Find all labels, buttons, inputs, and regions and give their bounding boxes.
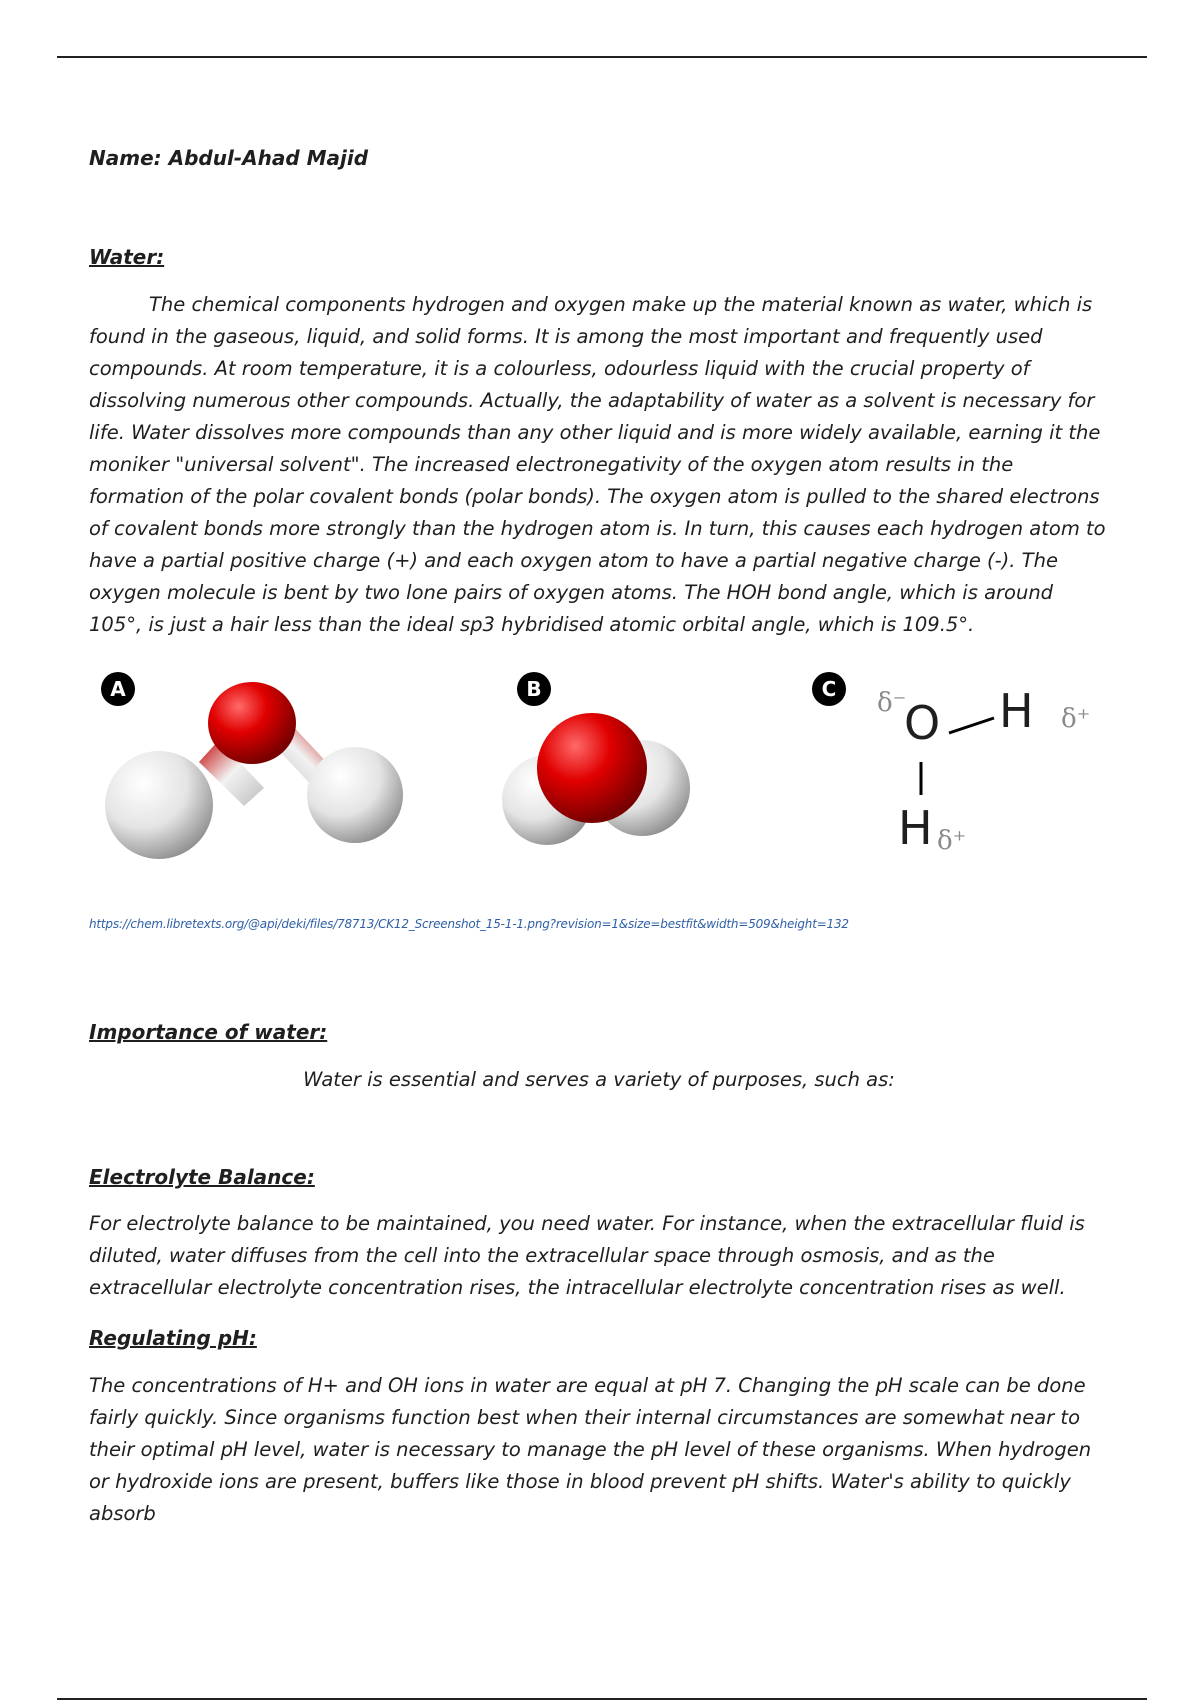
delta-plus-bottom-label: δ⁺ [937,826,967,856]
oxygen-atom-b [537,713,647,823]
delta-plus-right-label: δ⁺ [1061,704,1091,734]
importance-heading: Importance of water: [89,1020,328,1044]
figure-label-c: C [812,672,846,706]
ph-paragraph: The concentrations of H+ and OH ions in water are equal at pH 7. Changing the pH scale can be done fairly quickly. Since organisms function best when their internal circumstances are somewhat near to their optimal pH level, water is necessary to manage the pH level of these organisms. When hydrogen or hydroxide ions are present, buffers like those in blood prevent pH shifts. Water's ability to quickly absorb [89,1374,1092,1525]
header-rule [57,56,1147,58]
figure-label-a: A [101,672,135,706]
ball-and-stick-model [105,682,403,859]
hydrogen-symbol-right: H [999,684,1034,738]
hydrogen-atom-a-left [105,751,213,859]
oxygen-symbol: O [904,696,941,750]
delta-minus-label: δ⁻ [877,688,907,718]
importance-intro: Water is essential and serves a variety of purposes, such as: [303,1068,895,1091]
water-heading: Water: [89,245,165,269]
hydrogen-symbol-bottom: H [898,801,933,855]
hydrogen-atom-a-right [307,747,403,843]
author-name: Name: Abdul-Ahad Majid [89,146,369,170]
ph-heading: Regulating pH: [89,1326,257,1350]
electrolyte-heading: Electrolyte Balance: [89,1165,315,1189]
electrolyte-paragraph: For electrolyte balance to be maintained, you need water. For instance, when the extracellular fluid is diluted, water diffuses from the cell into the extracellular space through osmosis, and as the extracellular electrolyte concentration rises, the intracellular electrolyte concentration rises as well. [89,1212,1085,1299]
figure-source-link[interactable]: https://chem.libretexts.org/@api/deki/files/78713/CK12_Screenshot_15-1-1.png?revision=1&size=bestfit&width=509&height=132 [89,917,849,931]
water-molecule-figure [89,670,1109,910]
water-paragraph: The chemical components hydrogen and oxygen make up the material known as water, which is found in the gaseous, liquid, and solid forms. It is among the most important and frequently used compounds. At room temperature, it is a colourless, odourless liquid with the crucial property of dissolving numerous other compounds. Actually, the adaptability of water as a solvent is necessary for life. Water dissolves more compounds than any other liquid and is more widely available, earning it the moniker "universal solvent". The increased electronegativity of the oxygen atom results in the formation of the polar covalent bonds (polar bonds). The oxygen atom is pulled to the shared electrons of covalent bonds more strongly than the hydrogen atom is. In turn, this causes each hydrogen atom to have a partial positive charge (+) and each oxygen atom to have a partial negative charge (-). The oxygen molecule is bent by two lone pairs of oxygen atoms. The HOH bond angle, which is around 105°, is just a hair less than the ideal sp3 hybridised atomic orbital angle, which is 109.5°. [89,293,1106,636]
figure-label-b: B [517,672,551,706]
bond-o-h-right [949,718,994,733]
space-filling-model [502,713,690,845]
oxygen-atom-a [208,682,296,764]
